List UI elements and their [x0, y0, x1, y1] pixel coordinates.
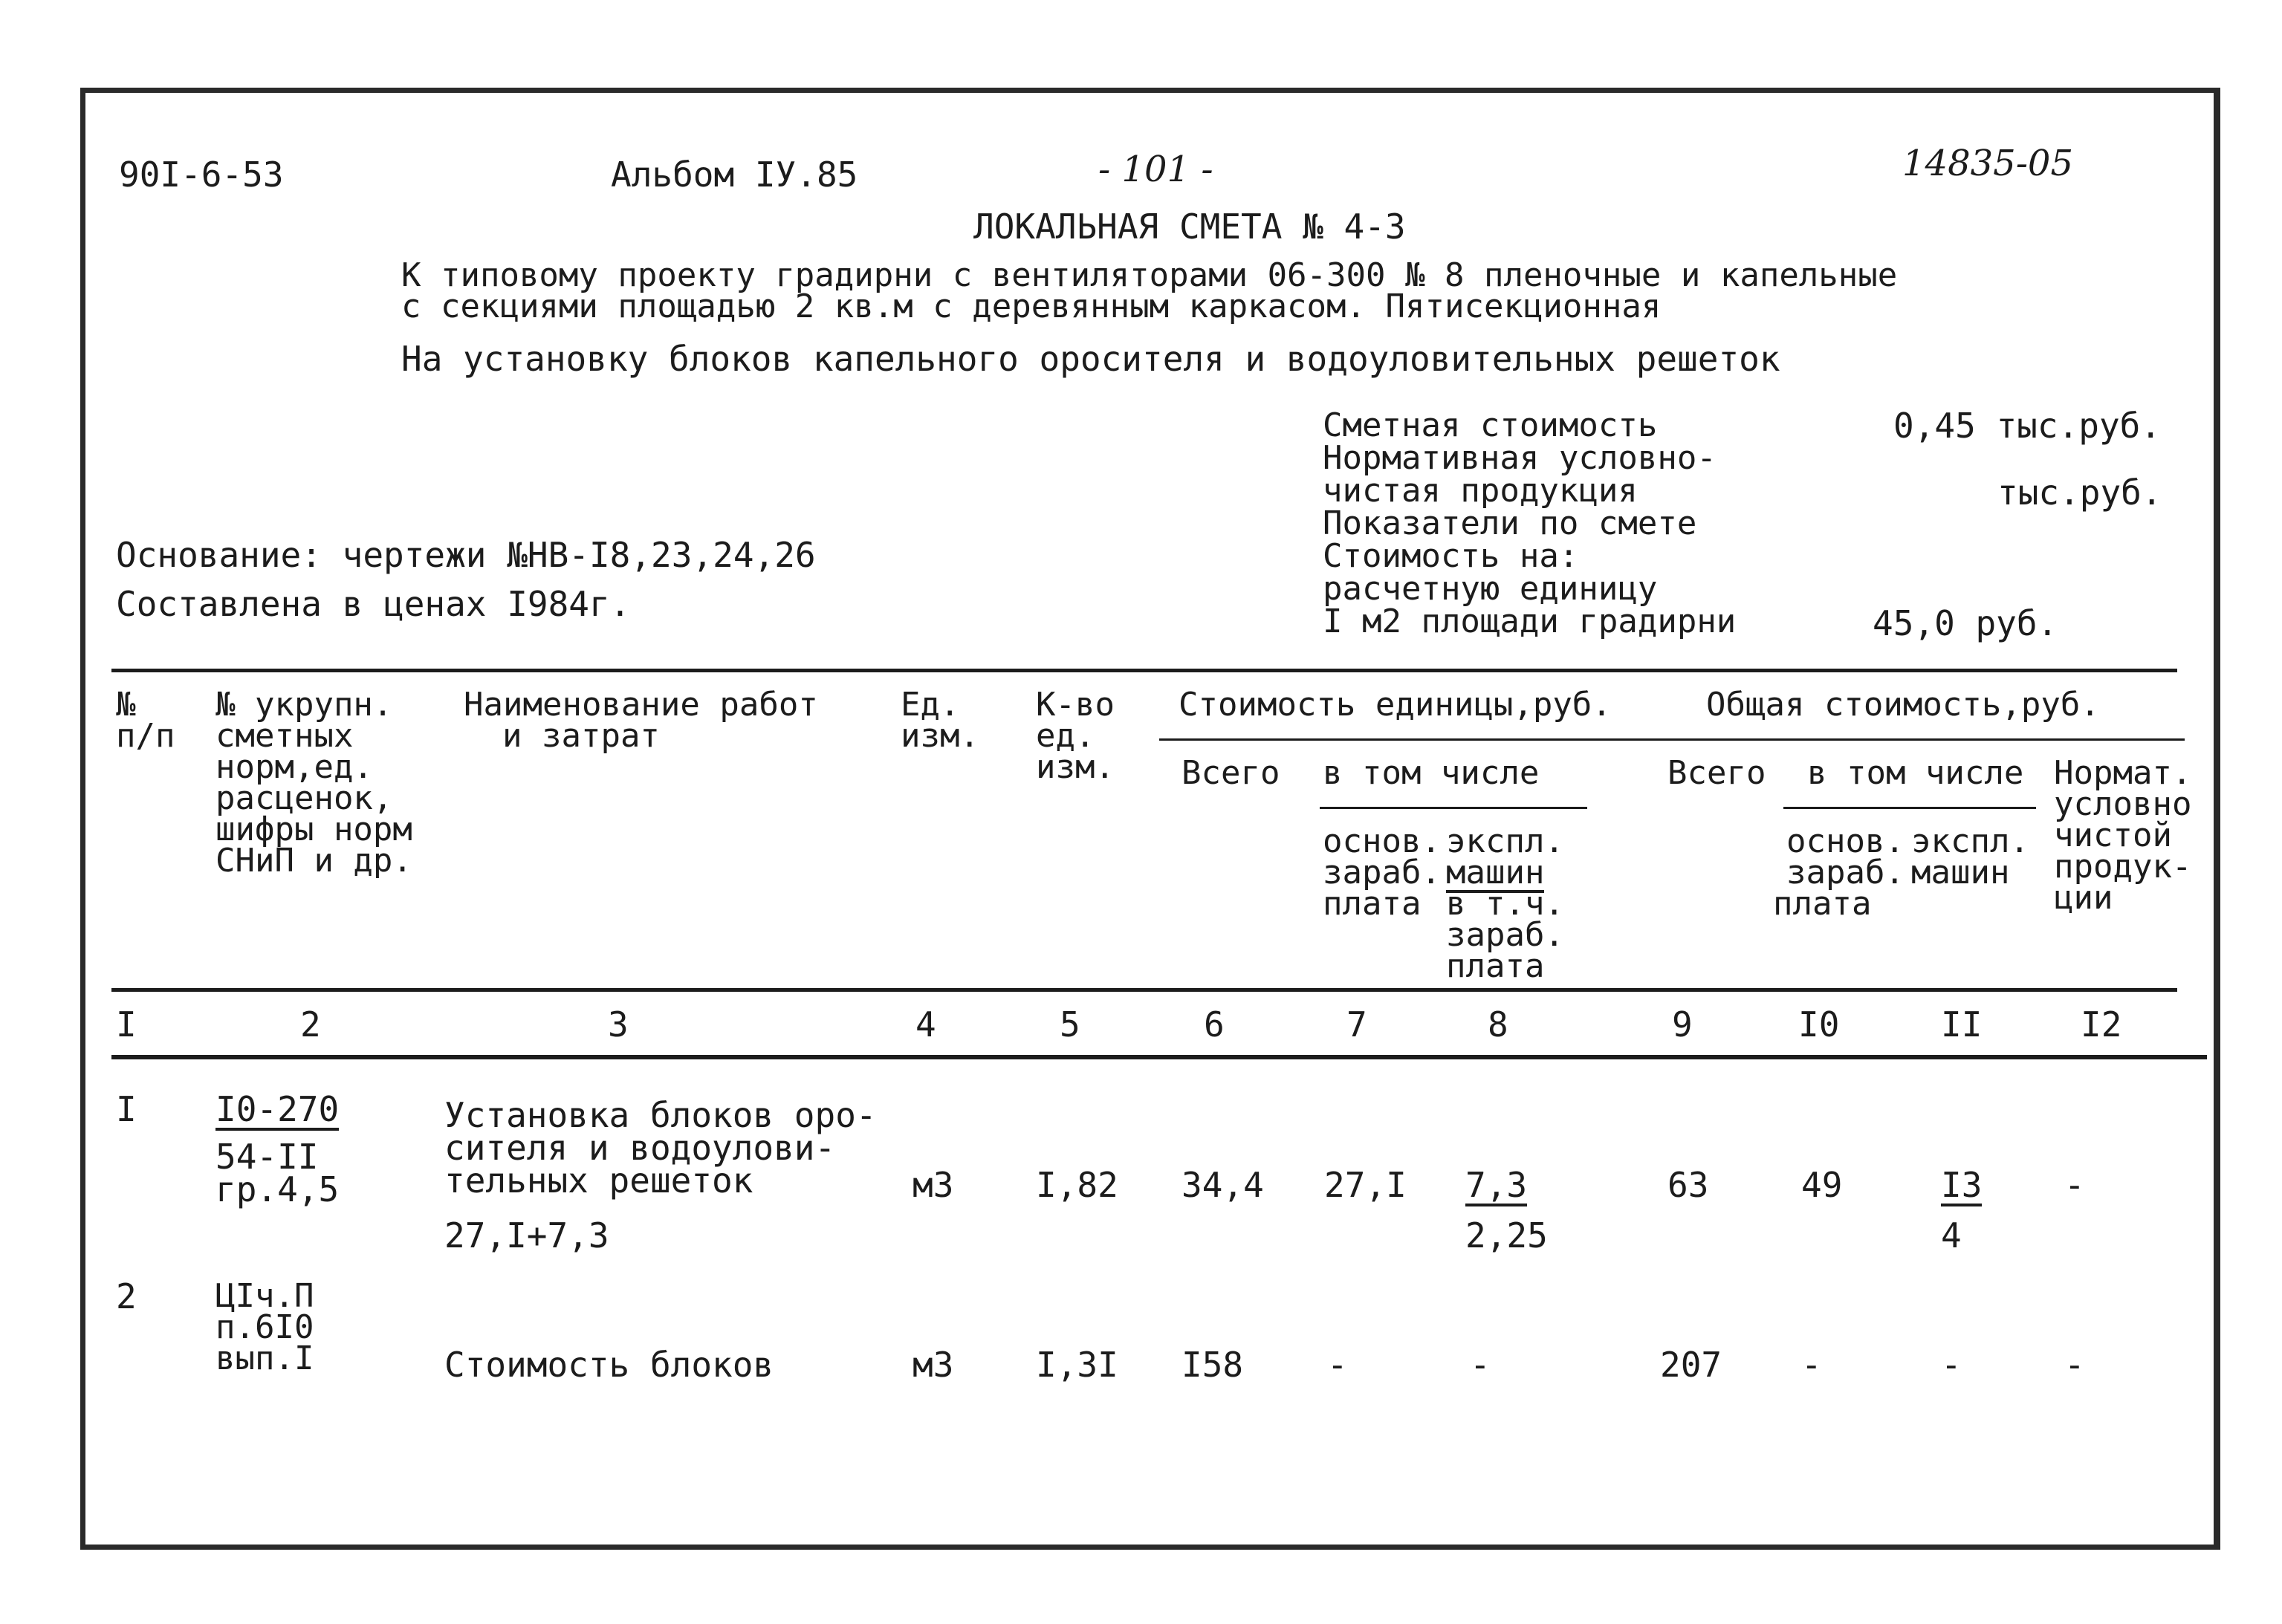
header-name-1: Наименование работ — [464, 686, 818, 724]
header-code-4: расценок, — [215, 779, 393, 817]
row-unit-machine-wage: 2,25 — [1465, 1215, 1548, 1256]
subtitle-line-2: с секциями площадью 2 кв.м с деревянным каркасом. Пятисекционная — [401, 288, 1662, 325]
header-bottom-rule — [111, 988, 2177, 992]
header-c12-2: условно — [2054, 785, 2192, 823]
header-all-9: Всего — [1667, 754, 1766, 792]
row-unit: м3 — [913, 1345, 954, 1385]
header-qty-1: К-во — [1036, 686, 1115, 724]
subtitle-line-1: К типовому проекту градирни с вентиляторами 06-300 № 8 пленочные и капельные — [401, 256, 1898, 294]
header-code-5: шифры норм — [215, 811, 412, 848]
header-c8-5: плата — [1446, 947, 1545, 985]
column-numbers-rule — [111, 1055, 2207, 1059]
header-c12-4: продук- — [2054, 848, 2192, 886]
estimated-cost-label: Сметная стоимость — [1323, 406, 1658, 444]
row-number: 2 — [116, 1276, 137, 1316]
header-divider-incl-2 — [1783, 807, 2036, 809]
header-c8-3: в т.ч. — [1446, 885, 1564, 923]
normative-label-1: Нормативная условно- — [1323, 439, 1717, 477]
area-label: I м2 площади градирни — [1323, 602, 1737, 640]
indicators-label: Показатели по смете — [1323, 504, 1697, 542]
header-c8-1: экспл. — [1446, 822, 1564, 860]
column-number: 6 — [1204, 1004, 1225, 1045]
header-c12-1: Нормат. — [2054, 754, 2192, 792]
header-unit-cost: Стоимость единицы,руб. — [1179, 686, 1612, 724]
header-incl-7: в том числе — [1323, 754, 1540, 792]
column-number: I2 — [2081, 1004, 2122, 1045]
row-qty: I,82 — [1036, 1165, 1118, 1205]
purpose-line: На установку блоков капельного оросителя и водоуловительных решеток — [401, 339, 1780, 379]
page-number: - 101 - — [1098, 149, 1213, 190]
row-unit-machine: - — [1470, 1345, 1491, 1385]
header-unit-2: изм. — [901, 717, 979, 755]
column-number: 7 — [1346, 1004, 1367, 1045]
row-code-2: п.6I0 — [215, 1308, 314, 1346]
column-number: 3 — [608, 1004, 629, 1045]
row-unit-wage: 27,I — [1324, 1165, 1407, 1205]
unit-label: расчетную единицу — [1323, 570, 1658, 608]
header-c11-1: экспл. — [1911, 822, 2029, 860]
row-code-3: вып.I — [215, 1339, 314, 1377]
row-unit-machine: 7,3 — [1465, 1165, 1528, 1205]
header-c7-2: зараб. — [1323, 854, 1441, 891]
header-c8-2: машин — [1446, 854, 1545, 891]
row-total-machine-wage: 4 — [1941, 1215, 1962, 1256]
project-code: 90I-6-53 — [119, 155, 284, 195]
album-label: Альбом IУ.85 — [611, 155, 858, 195]
header-unit-1: Ед. — [901, 686, 960, 724]
row-normative: - — [2064, 1165, 2085, 1205]
header-c12-3: чистой — [2054, 816, 2172, 854]
header-incl-10: в том числе — [1807, 754, 2024, 792]
row-name-2: сителя и водоулови- — [444, 1128, 836, 1168]
row-normative: - — [2064, 1345, 2085, 1385]
row-total-wage: - — [1801, 1345, 1822, 1385]
header-divider-incl-1 — [1320, 807, 1587, 809]
header-name-2: и затрат — [502, 717, 660, 755]
row-name-3: тельных решеток — [444, 1160, 753, 1201]
header-code-6: СНиП и др. — [215, 842, 412, 880]
header-divider-cost — [1159, 738, 2185, 741]
table-top-rule — [111, 669, 2177, 672]
row-code-3: гр.4,5 — [215, 1169, 340, 1209]
row-qty: I,3I — [1036, 1345, 1118, 1385]
area-value: 45,0 руб. — [1873, 603, 2058, 643]
header-code-2: сметных — [215, 717, 354, 755]
header-c10-1: основ. — [1786, 822, 1905, 860]
row-total: 207 — [1660, 1345, 1722, 1385]
estimated-cost-value: 0,45 тыс.руб. — [1893, 406, 2162, 446]
row-code-1: ЦIч.П — [215, 1277, 314, 1315]
header-num-2: п/п — [116, 717, 175, 755]
column-number: 8 — [1488, 1004, 1508, 1045]
column-number: 9 — [1672, 1004, 1693, 1045]
basis-drawings: Основание: чертежи №НВ-I8,23,24,26 — [116, 535, 816, 575]
cost-on-label: Стоимость на: — [1323, 537, 1579, 575]
column-number: I — [116, 1004, 137, 1045]
header-total-cost: Общая стоимость,руб. — [1706, 686, 2100, 724]
header-c10-2: зараб. — [1786, 854, 1905, 891]
row-name-1: Стоимость блоков — [444, 1345, 774, 1385]
row-unit-total: 34,4 — [1181, 1165, 1264, 1205]
row-number: I — [116, 1089, 137, 1129]
normative-label-2: чистая продукция — [1323, 472, 1638, 510]
header-qty-2: ед. — [1036, 717, 1095, 755]
header-c10-3: плата — [1773, 885, 1872, 923]
row-total-machine: - — [1941, 1345, 1962, 1385]
column-number: 4 — [915, 1004, 936, 1045]
page-title: ЛОКАЛЬНАЯ СМЕТА № 4-3 — [973, 207, 1406, 247]
header-num-1: № — [116, 686, 136, 724]
row-name-note: 27,I+7,3 — [444, 1215, 609, 1256]
header-code-3: норм,ед. — [215, 748, 373, 786]
normative-value: тыс.руб. — [1997, 472, 2162, 513]
header-c7-1: основ. — [1323, 822, 1441, 860]
column-number: I0 — [1798, 1004, 1840, 1045]
column-number: 2 — [300, 1004, 321, 1045]
document-number: 14835-05 — [1902, 143, 2073, 184]
header-c11-2: машин — [1911, 854, 2010, 891]
header-c8-4: зараб. — [1446, 916, 1564, 954]
row-code-1: I0-270 — [215, 1089, 340, 1129]
row-total-machine: I3 — [1941, 1165, 1983, 1205]
basis-prices: Составлена в ценах I984г. — [116, 584, 631, 624]
row-unit: м3 — [913, 1165, 954, 1205]
row-unit-wage: - — [1327, 1345, 1348, 1385]
header-code-1: № укрупн. — [215, 686, 393, 724]
header-c12-5: ции — [2054, 879, 2113, 917]
row-total: 63 — [1667, 1165, 1709, 1205]
row-code-2: 54-II — [215, 1137, 319, 1177]
row-unit-total: I58 — [1181, 1345, 1244, 1385]
header-qty-3: изм. — [1036, 748, 1115, 786]
header-c7-3: плата — [1323, 885, 1422, 923]
header-all-6: Всего — [1181, 754, 1280, 792]
row-name-1: Установка блоков оро- — [444, 1095, 877, 1135]
column-number: II — [1941, 1004, 1983, 1045]
row-total-wage: 49 — [1801, 1165, 1843, 1205]
column-number: 5 — [1060, 1004, 1080, 1045]
